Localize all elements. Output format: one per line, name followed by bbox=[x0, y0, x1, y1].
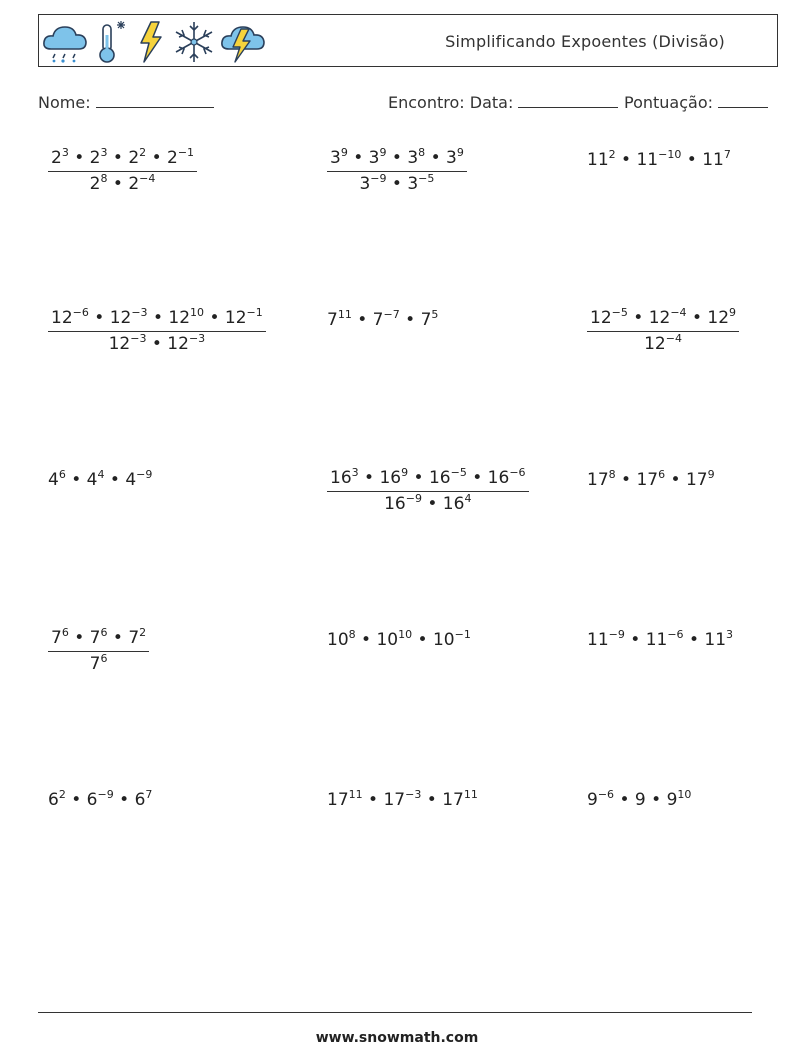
numerator: $7^6$ • $7^6$ • $7^2$ bbox=[51, 626, 147, 648]
expression: $10^8$ • $10^{10}$ • $10^{-1}$ bbox=[327, 628, 471, 650]
problem-2 bbox=[327, 148, 467, 194]
problem-15 bbox=[587, 790, 691, 810]
expression: $17^{11}$ • $17^{-3}$ • $17^{11}$ bbox=[327, 788, 478, 810]
numerator: $2^3$ • $2^3$ • $2^2$ • $2^{-1}$ bbox=[51, 146, 195, 168]
expression: $6^2$ • $6^{-9}$ • $6^7$ bbox=[48, 788, 153, 810]
expression: $7^{11}$ • $7^{-7}$ • $7^5$ bbox=[327, 308, 439, 330]
denominator: $2^8$ • $2^{-4}$ bbox=[89, 172, 156, 194]
denominator: $7^6$ bbox=[89, 652, 108, 674]
lightning-icon bbox=[133, 19, 169, 65]
problem-5 bbox=[327, 310, 438, 330]
worksheet-title: Simplificando Expoentes (Divisão) bbox=[445, 32, 725, 51]
problem-4 bbox=[48, 308, 266, 354]
fraction bbox=[327, 468, 529, 514]
numerator: $12^{-6}$ • $12^{-3}$ • $12^{10}$ • $12^{-1}$ bbox=[51, 306, 263, 328]
problem-12 bbox=[587, 630, 733, 650]
problem-1 bbox=[48, 148, 197, 194]
thermometer-icon bbox=[91, 19, 131, 65]
footer-url: www.snowmath.com bbox=[315, 1030, 479, 1046]
denominator: $12^{-3}$ • $12^{-3}$ bbox=[108, 332, 206, 354]
score-label: Pontuação: bbox=[624, 93, 714, 112]
problem-10 bbox=[48, 628, 149, 674]
problem-6 bbox=[587, 308, 739, 354]
header-icons bbox=[41, 19, 267, 65]
fraction bbox=[327, 148, 467, 194]
problem-8 bbox=[327, 468, 529, 514]
fraction bbox=[587, 308, 739, 354]
problem-3 bbox=[587, 150, 731, 170]
name-label: Nome: bbox=[38, 93, 91, 112]
date-blank bbox=[518, 92, 618, 108]
name-field bbox=[38, 92, 214, 112]
worksheet-header bbox=[38, 14, 778, 67]
footer-divider bbox=[38, 1012, 752, 1013]
problem-7 bbox=[48, 470, 152, 490]
score-field bbox=[624, 92, 768, 112]
denominator: $16^{-9}$ • $16^4$ bbox=[384, 492, 472, 514]
fraction bbox=[48, 148, 197, 194]
expression: $11^{-9}$ • $11^{-6}$ • $11^3$ bbox=[587, 628, 734, 650]
score-blank bbox=[718, 92, 768, 108]
fraction bbox=[48, 308, 266, 354]
problem-11 bbox=[327, 630, 471, 650]
denominator: $12^{-4}$ bbox=[644, 332, 682, 354]
numerator: $12^{-5}$ • $12^{-4}$ • $12^9$ bbox=[590, 306, 737, 328]
expression: $11^2$ • $11^{-10}$ • $11^7$ bbox=[587, 148, 731, 170]
problem-9 bbox=[587, 470, 715, 490]
name-blank bbox=[96, 92, 214, 108]
numerator: $16^3$ • $16^9$ • $16^{-5}$ • $16^{-6}$ bbox=[330, 466, 526, 488]
expression: $9^{-6}$ • 9 • $9^{10}$ bbox=[587, 788, 692, 810]
rain-cloud-icon bbox=[41, 19, 89, 65]
expression: $4^6$ • $4^4$ • $4^{-9}$ bbox=[48, 468, 153, 490]
storm-cloud-icon bbox=[219, 19, 267, 65]
problem-13 bbox=[48, 790, 152, 810]
date-label: Encontro: Data: bbox=[388, 93, 514, 112]
expression: $17^8$ • $17^6$ • $17^9$ bbox=[587, 468, 715, 490]
problem-14 bbox=[327, 790, 478, 810]
snowflake-icon bbox=[171, 19, 217, 65]
fraction bbox=[48, 628, 149, 674]
denominator: $3^{-9}$ • $3^{-5}$ bbox=[359, 172, 435, 194]
numerator: $3^9$ • $3^9$ • $3^8$ • $3^9$ bbox=[330, 146, 464, 168]
date-field bbox=[388, 92, 618, 112]
